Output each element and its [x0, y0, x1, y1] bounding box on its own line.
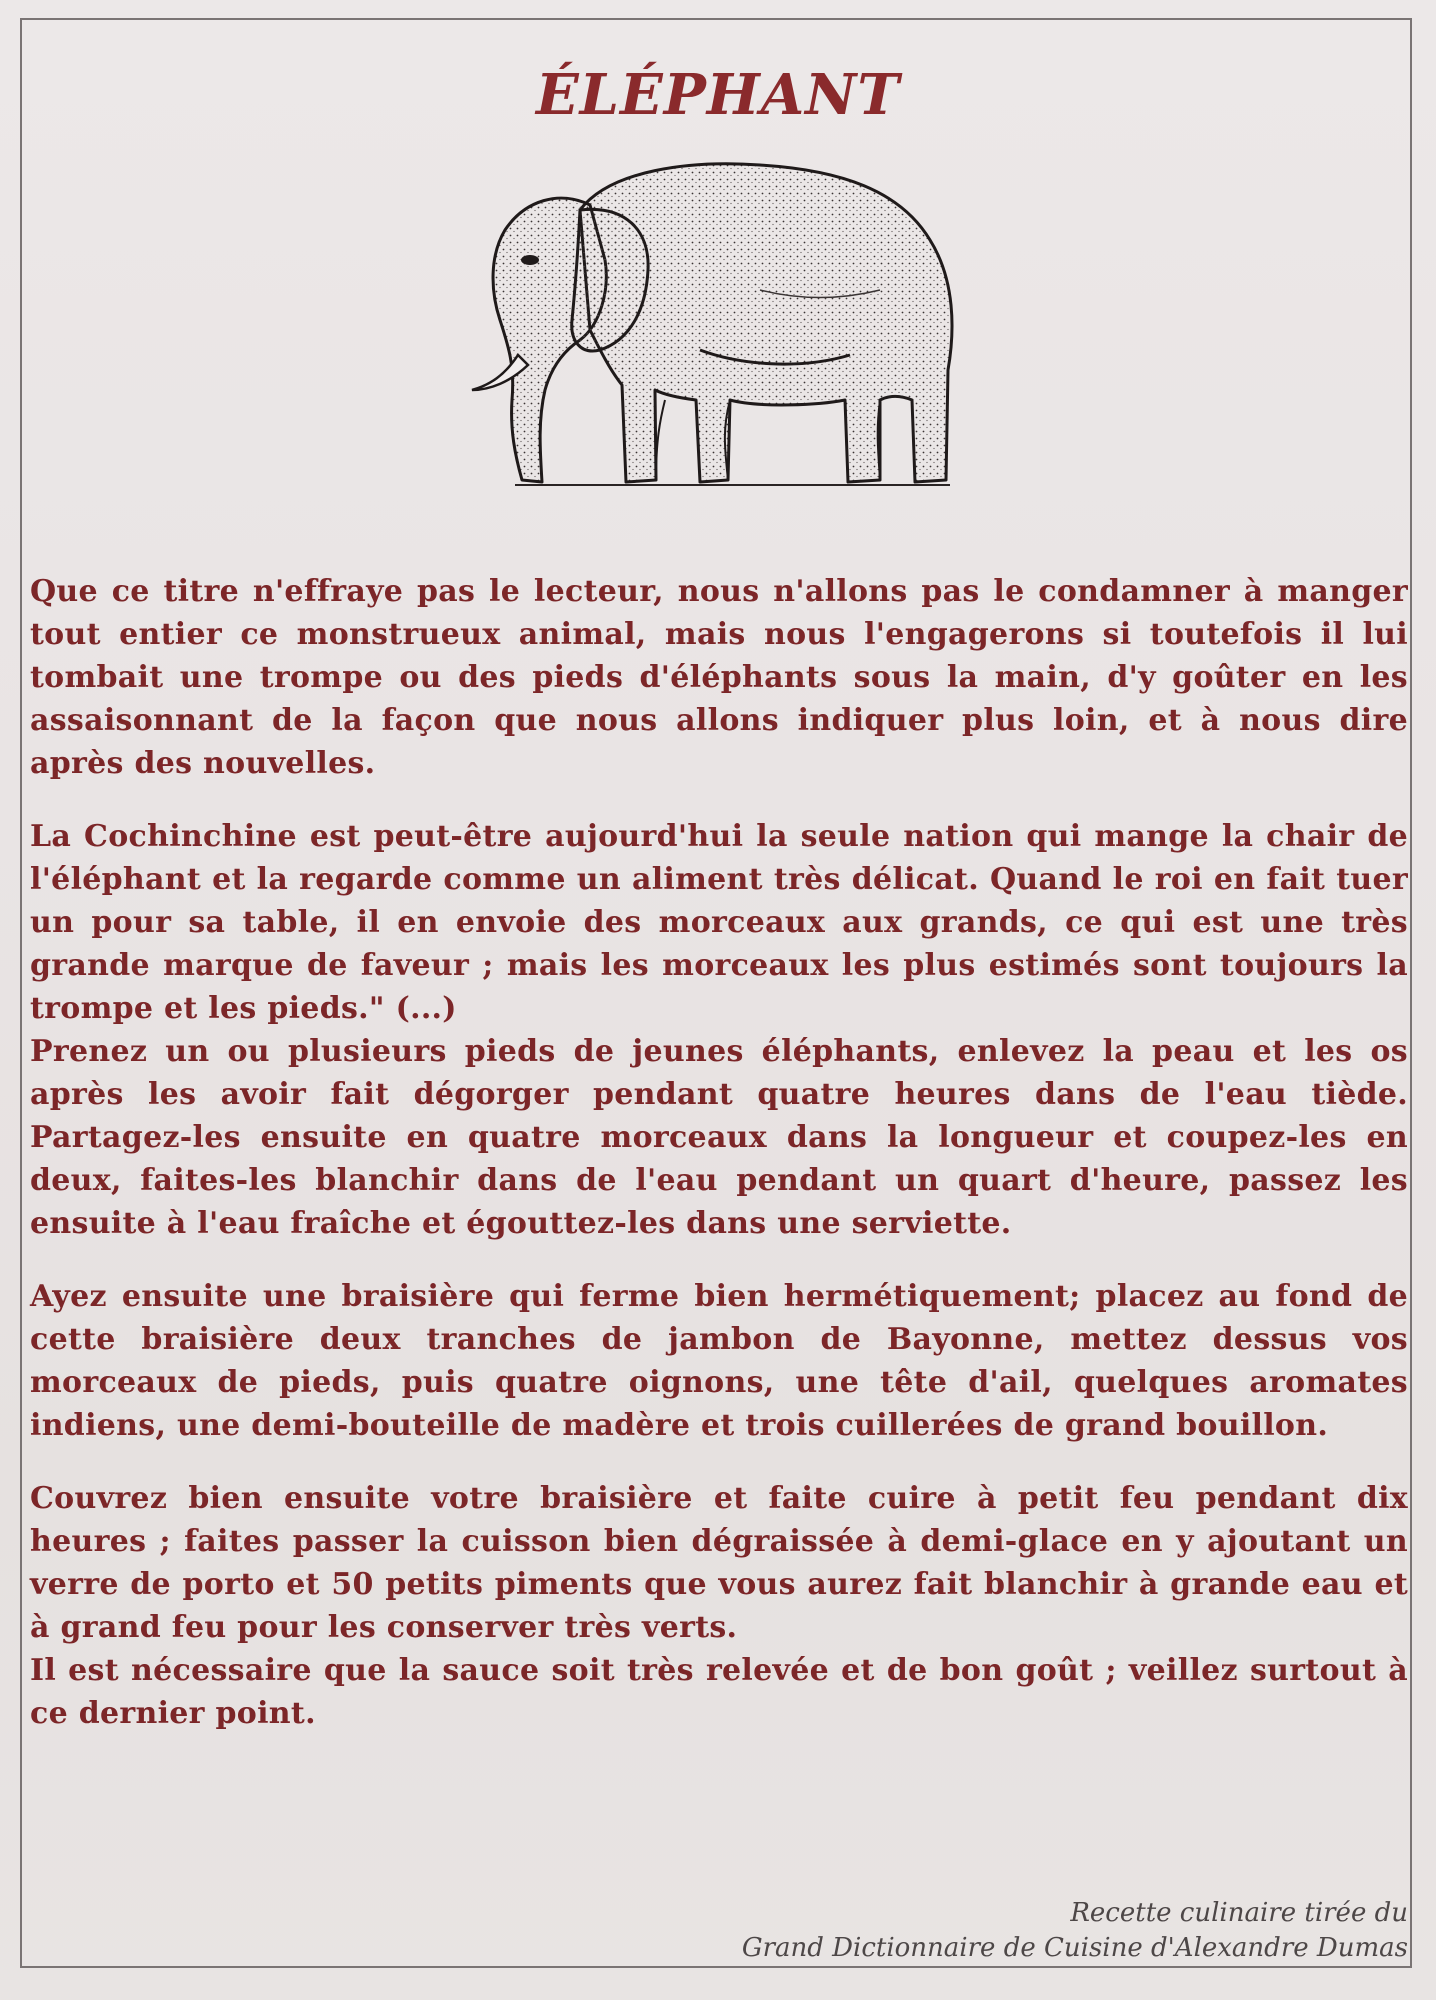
elephant-drawing-icon: [460, 150, 970, 500]
credit-line: Grand Dictionnaire de Cuisine d'Alexandre Dumas: [741, 1933, 1408, 1963]
credit-line: Recette culinaire tirée du: [1070, 1898, 1408, 1928]
recipe-text: [30, 570, 1408, 1765]
paragraph-line: Prenez un ou plusieurs pieds de jeunes éléphants, enlevez la peau et les os après les avoir fait dégorger pendant quatre heures dans de l'eau tiède. Partagez-les ensuite en quatre morceaux dans la longueur et coupez-les en deux, faites-les blanchir dans de l'eau pendant un quart d'heure, passez les ensuite à l'eau fraîche et égouttez-les dans une serviette.: [30, 1034, 1408, 1241]
paragraph-line: La Cochinchine est peut-être aujourd'hui la seule nation qui mange la chair de l'éléphant et la regarde comme un aliment très délicat. Quand le roi en fait tuer un pour sa table, il en envoie des morceaux aux grands, ce qui est une très grande marque de faveur ; mais les morceaux les plus estimés sont toujours la trompe et les pieds." (...): [30, 819, 1408, 1026]
page-title: ÉLÉPHANT: [535, 62, 901, 128]
paragraph-braisiere: [30, 1275, 1408, 1447]
paragraph-line: Couvrez bien ensuite votre braisière et faite cuire à petit feu pendant dix heures ; faites passer la cuisson bien dégraissée à demi-glace en y ajoutant un verre de porto et 50 petits piments que vous aurez fait blanchir à grande eau et à grand feu pour les conserver très verts.: [30, 1481, 1408, 1645]
paragraph-line: Que ce titre n'effraye pas le lecteur, nous n'allons pas le condamner à manger tout entier ce monstrueux animal, mais nous l'engagerons si toutefois il lui tombait une trompe ou des pieds d'éléphants sous la main, d'y goûter en les assaisonnant de la façon que nous allons indiquer plus loin, et à nous dire après des nouvelles.: [30, 574, 1408, 781]
source-credit: [508, 1896, 1408, 1966]
paragraph-line: Il est nécessaire que la sauce soit très relevée et de bon goût ; veillez surtout à ce dernier point.: [30, 1653, 1408, 1731]
paragraph-line: Ayez ensuite une braisière qui ferme bien hermétiquement; placez au fond de cette braisière deux tranches de jambon de Bayonne, mettez dessus vos morceaux de pieds, puis quatre oignons, une tête d'ail, quelques aromates indiens, une demi-bouteille de madère et trois cuillerées de grand bouillon.: [30, 1279, 1408, 1443]
paragraph-intro: [30, 570, 1408, 785]
paragraph-cochinchine: [30, 815, 1408, 1245]
paragraph-cuisson: [30, 1477, 1408, 1735]
